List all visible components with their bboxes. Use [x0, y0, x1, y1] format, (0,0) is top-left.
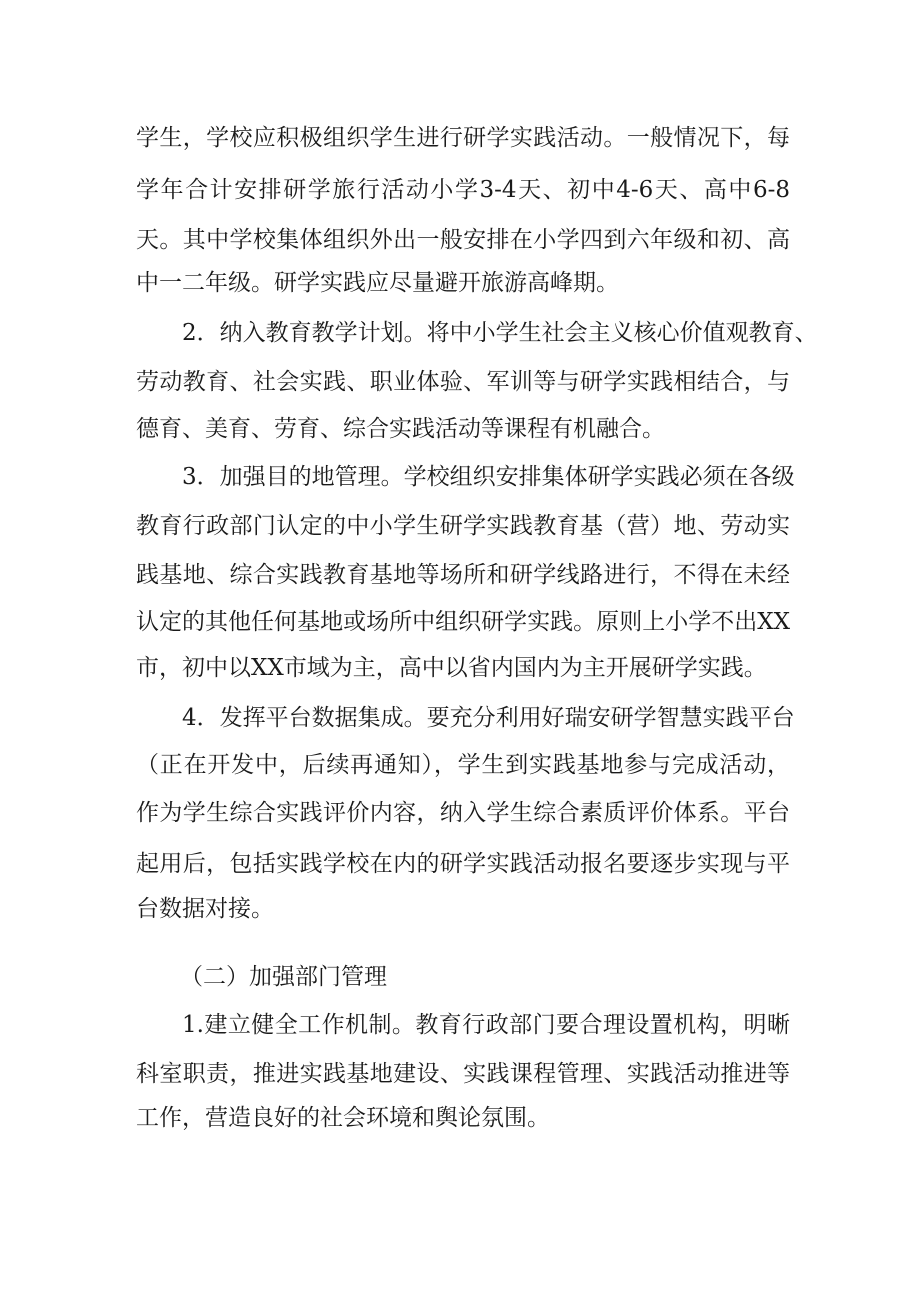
text-line: 工作，营造良好的社会环境和舆论氛围。 [136, 1105, 550, 1131]
text-line: 学生，学校应积极组织学生进行研学实践活动。一般情况下，每 [136, 125, 790, 151]
text-line: 1.建立健全工作机制。教育行政部门要合理设置机构，明晰 [182, 1012, 790, 1038]
text-line: 科室职责，推进实践基地建设、实践课程管理、实践活动推进等 [136, 1061, 790, 1087]
text-line: 作为学生综合实践评价内容，纳入学生综合素质评价体系。平台 [136, 800, 790, 826]
text-line: 认定的其他任何基地或场所中组织研学实践。原则上小学不出XX [136, 609, 790, 635]
text-line: 起用后，包括实践学校在内的研学实践活动报名要逐步实现与平 [136, 851, 790, 877]
text-line: 2．纳入教育教学计划。将中小学生社会主义核心价值观教育、 [182, 320, 818, 346]
text-line: 教育行政部门认定的中小学生研学实践教育基（营）地、劳动实 [136, 513, 790, 539]
text-line: （正在开发中，后续再通知），学生到实践基地参与完成活动， [136, 752, 790, 778]
text-line: 市，初中以XX市域为主，高中以省内国内为主开展研学实践。 [136, 655, 767, 681]
text-line: 学年合计安排研学旅行活动小学3-4天、初中4-6天、高中6-8 [136, 177, 790, 203]
text-line: 劳动教育、社会实践、职业体验、军训等与研学实践相结合，与 [136, 369, 790, 395]
text-line: 中一二年级。研学实践应尽量避开旅游高峰期。 [136, 270, 619, 296]
section-heading: （二）加强部门管理 [180, 964, 387, 990]
text-line: 4．发挥平台数据集成。要充分利用好瑞安研学智慧实践平台 [182, 705, 795, 731]
text-line: 践基地、综合实践教育基地等场所和研学线路进行，不得在未经 [136, 562, 790, 588]
text-line: 德育、美育、劳育、综合实践活动等课程有机融合。 [136, 416, 665, 442]
text-line: 天。其中学校集体组织外出一般安排在小学四到六年级和初、高 [136, 227, 790, 253]
text-line: 3．加强目的地管理。学校组织安排集体研学实践必须在各级 [182, 464, 795, 490]
text-line: 台数据对接。 [136, 896, 274, 922]
